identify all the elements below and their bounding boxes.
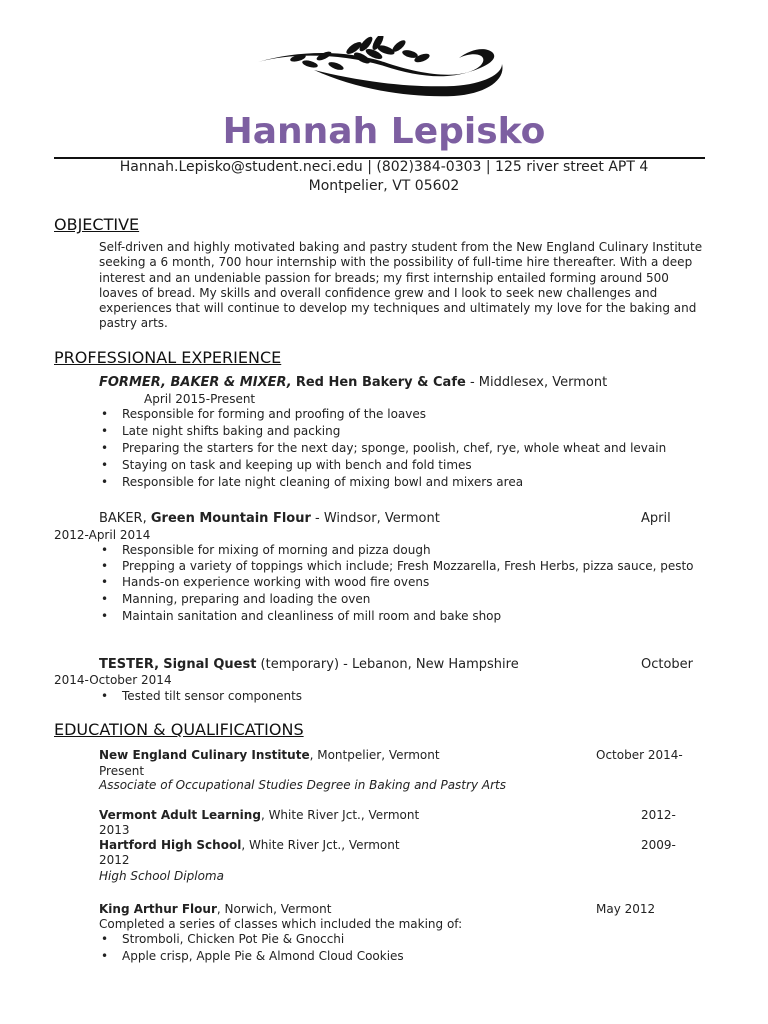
objective-text: Self-driven and highly motivated baking and pastry student from the New England Culinary Institute seeking a 6 month, 700 hour internship with the possibility of full-time hire thereafter. With a deep interest and an undeniable passion for breads; my first internship entailed forming around 500 loaves of bread. My skills and overall confidence grew and I look to seek new challenges and experiences that will continue to develop my techniques and ultimately my love for the baking and pastry arts. (99, 240, 703, 331)
job-employer: Signal Quest (163, 657, 257, 672)
school-location: , White River Jct., Vermont (260, 808, 420, 822)
list-item: • Apple crisp, Apple Pie & Almond Cloud Cookies (99, 948, 404, 965)
education-heading: EDUCATION & QUALIFICATIONS (54, 720, 304, 739)
education-date: May 2012 (596, 902, 656, 916)
education-dates: 2012 (99, 853, 130, 867)
job-header (99, 511, 440, 527)
job-location: - Windsor, Vermont (310, 511, 440, 526)
contact-info (0, 158, 768, 196)
job-dates: 2014-October 2014 (54, 673, 172, 687)
school-location: , Norwich, Vermont (216, 902, 332, 916)
class-description: Completed a series of classes which included the making of: (99, 917, 463, 931)
school-name: Vermont Adult Learning (99, 808, 261, 822)
job-location: - Middlesex, Vermont (465, 375, 608, 390)
job-employer: Green Mountain Flour (150, 511, 311, 526)
school-name: King Arthur Flour (99, 902, 217, 916)
job-header (99, 375, 607, 391)
job-header (99, 657, 519, 673)
list-item: • Staying on task and keeping up with bench and fold times (99, 457, 666, 474)
list-item: • Hands-on experience working with wood fire ovens (99, 574, 707, 591)
degree: Associate of Occupational Studies Degree in Baking and Pastry Arts (99, 778, 506, 792)
job-dates: 2012-April 2014 (54, 528, 151, 542)
candidate-name: Hannah Lepisko (222, 111, 546, 152)
wheat-swirl-ornament-icon (254, 36, 506, 100)
list-item: • Responsible for late night cleaning of mixing bowl and mixers area (99, 474, 666, 491)
list-item: • Prepping a variety of toppings which include; Fresh Mozzarella, Fresh Herbs, pizza sauce, pesto (99, 559, 707, 574)
list-item: • Responsible for forming and proofing of the loaves (99, 406, 666, 423)
list-item: • Late night shifts baking and packing (99, 423, 666, 440)
job-dates: April 2015-Present (144, 392, 256, 406)
job-duties-list (99, 688, 302, 705)
education-entry (99, 747, 440, 763)
school-location: , Montpelier, Vermont (309, 748, 440, 762)
list-item: • Responsible for mixing of morning and pizza dough (99, 542, 707, 559)
education-date-start: 2009- (641, 838, 676, 852)
list-item: • Tested tilt sensor components (99, 688, 302, 705)
degree: High School Diploma (99, 869, 224, 883)
job-title: TESTER, (99, 657, 160, 672)
education-entry (99, 837, 400, 853)
separator: , (142, 511, 151, 526)
school-name: New England Culinary Institute (99, 748, 310, 762)
job-employer: Red Hen Bakery & Cafe (295, 375, 466, 390)
list-item: • Stromboli, Chicken Pot Pie & Gnocchi (99, 931, 404, 948)
list-item: • Maintain sanitation and cleanliness of mill room and bake shop (99, 608, 707, 625)
education-entry (99, 901, 331, 917)
school-name: Hartford High School (99, 838, 242, 852)
education-date-start: 2012- (641, 808, 676, 822)
job-date-start: April (641, 511, 671, 526)
education-entry (99, 807, 419, 823)
job-title: FORMER, BAKER & MIXER, (99, 375, 292, 390)
job-date-start: October (641, 657, 694, 672)
job-title: BAKER (99, 511, 143, 526)
education-dates: 2013 (99, 823, 130, 837)
contact-line-1: Hannah.Lepisko@student.neci.edu | (802)384-0303 | 125 river street APT 4 (119, 159, 649, 175)
objective-heading: OBJECTIVE (54, 215, 140, 234)
contact-line-2: Montpelier, VT 05602 (308, 178, 460, 194)
experience-heading: PROFESSIONAL EXPERIENCE (54, 348, 282, 367)
job-duties-list (99, 406, 666, 491)
list-item: • Preparing the starters for the next day; sponge, poolish, chef, rye, whole wheat and levain (99, 440, 666, 457)
school-location: , White River Jct., Vermont (241, 838, 400, 852)
classes-list (99, 931, 404, 965)
job-location: (temporary) - Lebanon, New Hampshire (256, 657, 519, 672)
list-item: • Manning, preparing and loading the oven (99, 591, 707, 608)
job-duties-list (99, 542, 707, 625)
education-dates: Present (99, 764, 145, 778)
education-date-start: October 2014- (596, 748, 683, 762)
